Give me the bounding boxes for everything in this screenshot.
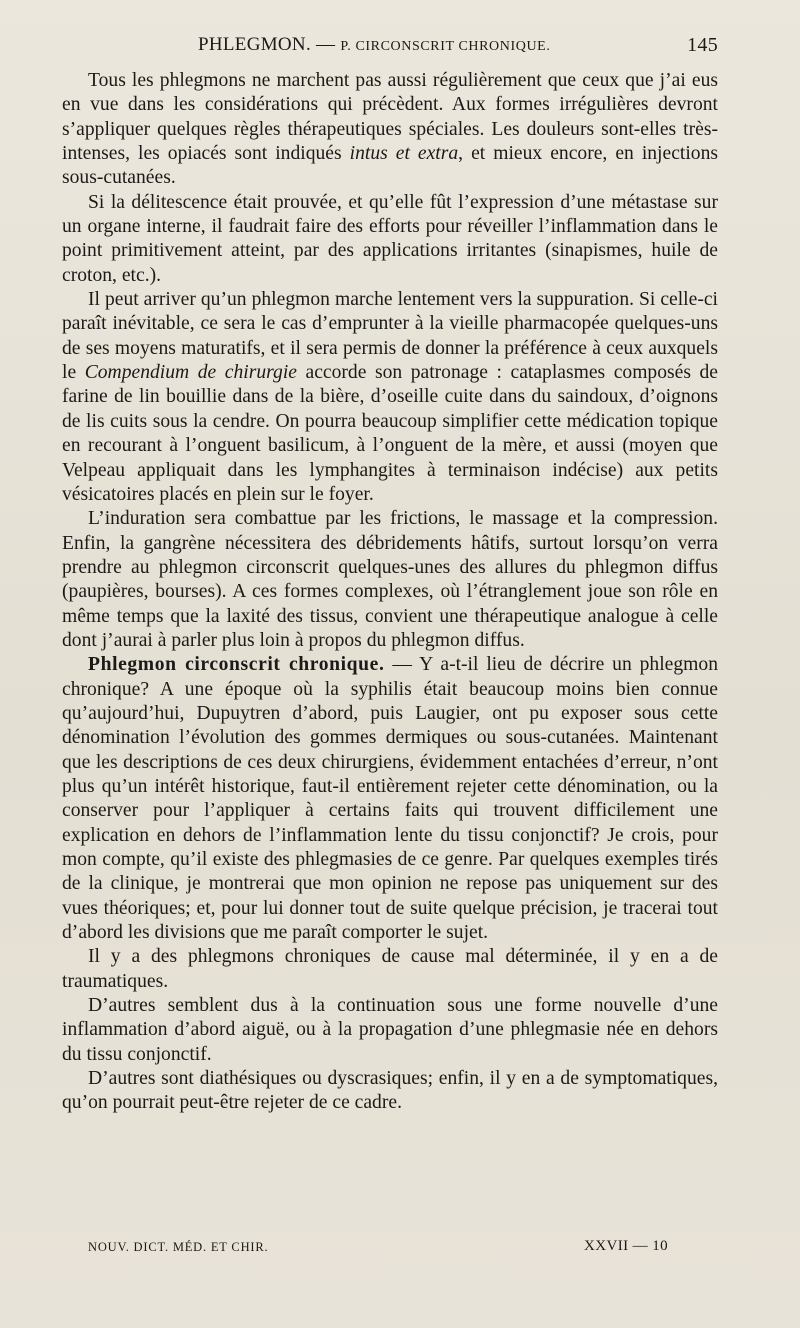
paragraph-6: Il y a des phlegmons chroniques de cause mal déterminée, il y en a de traumatiques. [62, 946, 718, 992]
paragraph-4: L’induration sera combattue par les frictions, le massage et la compression. Enfin, la gangrène nécessitera des débridements hâtifs, surtout lorsqu’on verra prendre au phlegmon circonscrit quelques-unes des allures du phlegmon diffus (paupières, bourses). A ces formes complexes, où l’étranglement joue son rôle en même temps que la laxité des tissus, convient une thérapeutique analogue à celle dont j’aurai à parler plus loin à propos du phlegmon diffus. [62, 508, 718, 651]
running-head [62, 30, 718, 60]
paragraph-1: Tous les phlegmons ne marchent pas aussi régulièrement que ceux que j’ai eus en vue dans les considérations qui précèdent. Aux formes irrégulières devront s’appliquer quelques règles thérapeutiques spéciales. Les douleurs sont-elles très-intenses, les opiacés sont indiqués intus et extra, et mieux encore, en injections sous-cutanées. [62, 70, 719, 189]
latin-phrase: intus et extra [349, 143, 459, 165]
running-title [198, 34, 550, 56]
footer-signature [88, 1240, 668, 1260]
running-title-main: PHLEGMON. — [198, 34, 341, 55]
book-title: Compendium de chirurgie [84, 362, 297, 384]
footer-volume-sheet: XXVII — 10 [584, 1238, 668, 1254]
paragraph-5: Phlegmon circonscrit chronique. — Y a-t-il lieu de décrire un phlegmon chronique? A une époque où la syphilis était beaucoup moins bien connue qu’aujourd’hui, Dupuytren d’abord, puis Laugier, ont pu exposer sous cette dénomination l’évolution des gommes dermiques ou sous-cutanées. Maintenant que les descriptions de ces deux chirurgiens, évidemment entachées d’erreur, n’ont plus qu’un intérêt historique, faut-il entièrement rejeter cette dénomination, ou la conserver pour l’appliquer à certains faits qui trouvent difficilement une explication en dehors de l’inflammation lente du tissu conjonctif? Je crois, pour mon compte, qu’il existe des phlegmasies de ce genre. Par quelques exemples tirés de la clinique, je montrerai que mon opinion ne repose pas uniquement sur des vues théoriques; et, pour lui donner tout de suite quelque précision, je tracerai tout d’abord les divisions que me paraît comporter le sujet. [62, 654, 718, 944]
footer-publication: NOUV. DICT. MÉD. ET CHIR. [88, 1240, 269, 1254]
paragraph-8: D’autres sont diathésiques ou dyscrasiques; enfin, il y en a de symptomatiques, qu’on pourrait peut-être rejeter de ce cadre. [62, 1068, 718, 1114]
paragraph-3: Il peut arriver qu’un phlegmon marche lentement vers la suppuration. Si celle-ci paraît inévitable, ce sera le cas d’emprunter à la vieille pharmacopée quelques-uns de ses moyens maturatifs, et il sera permis de donner la préférence à ceux auxquels le Compendium de chirurgie accorde son patronage : cataplasmes composés de farine de lin bouillie dans de la bière, d’oseille cuite dans du saindoux, d’oignons de lis cuits sous la cendre. On pourra beaucoup simplifier cette médication topique en recourant à l’onguent basilicum, à l’onguent de la mère, et aussi (moyen que Velpeau appliquait dans les lymphangites à terminaison indécise) aux petits vésicatoires placés en plein sur le foyer. [62, 289, 719, 505]
paragraph-7: D’autres semblent dus à la continuation sous une forme nouvelle d’une inflammation d’abord aiguë, ou à la propagation d’une phlegmasie née en dehors du tissu conjonctif. [62, 995, 718, 1065]
running-title-subtitle: P. CIRCONSCRIT CHRONIQUE. [340, 39, 551, 54]
page-number: 145 [687, 34, 718, 56]
body-text [62, 69, 718, 1116]
paragraph-2: Si la délitescence était prouvée, et qu’elle fût l’expression d’une métastase sur un organe interne, il faudrait faire des efforts pour réveiller l’inflammation dans le point primitivement atteint, par des applications irritantes (sinapismes, huile de croton, etc.). [62, 191, 718, 286]
section-heading: Phlegmon circonscrit chronique. [88, 654, 385, 676]
